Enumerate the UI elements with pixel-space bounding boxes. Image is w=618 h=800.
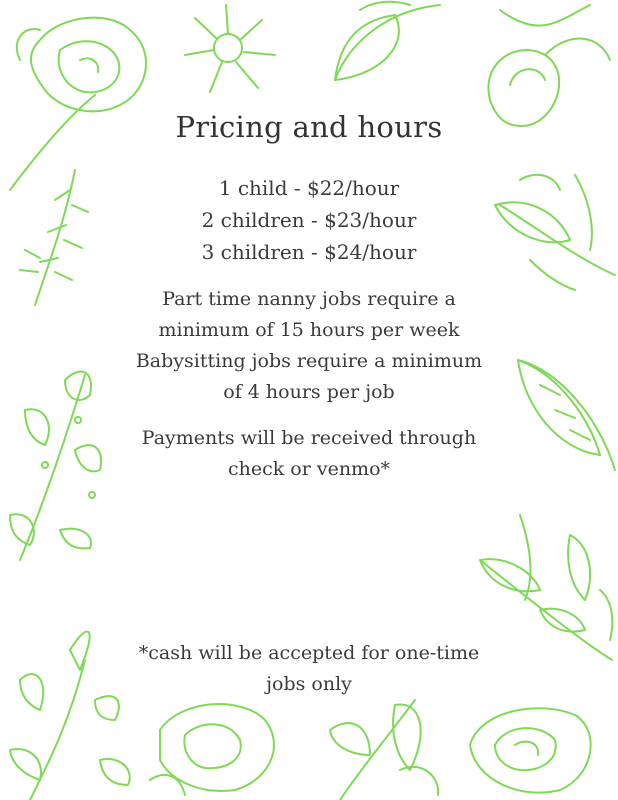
rate-one-child: 1 child - $22/hour [218, 176, 400, 200]
rate-two-children: 2 children - $23/hour [201, 208, 417, 232]
page-title: Pricing and hours [175, 110, 443, 144]
rates-list [0, 172, 618, 268]
payments-text: Payments will be received through check or venmo* [141, 427, 477, 480]
requirements-text: Part time nanny jobs require a minimum of 15 hours per week Babysitting jobs require a minimum of 4 hours per job [135, 288, 483, 403]
rate-three-children: 3 children - $24/hour [201, 240, 417, 264]
footnote-text: *cash will be accepted for one-time jobs only [138, 642, 480, 695]
